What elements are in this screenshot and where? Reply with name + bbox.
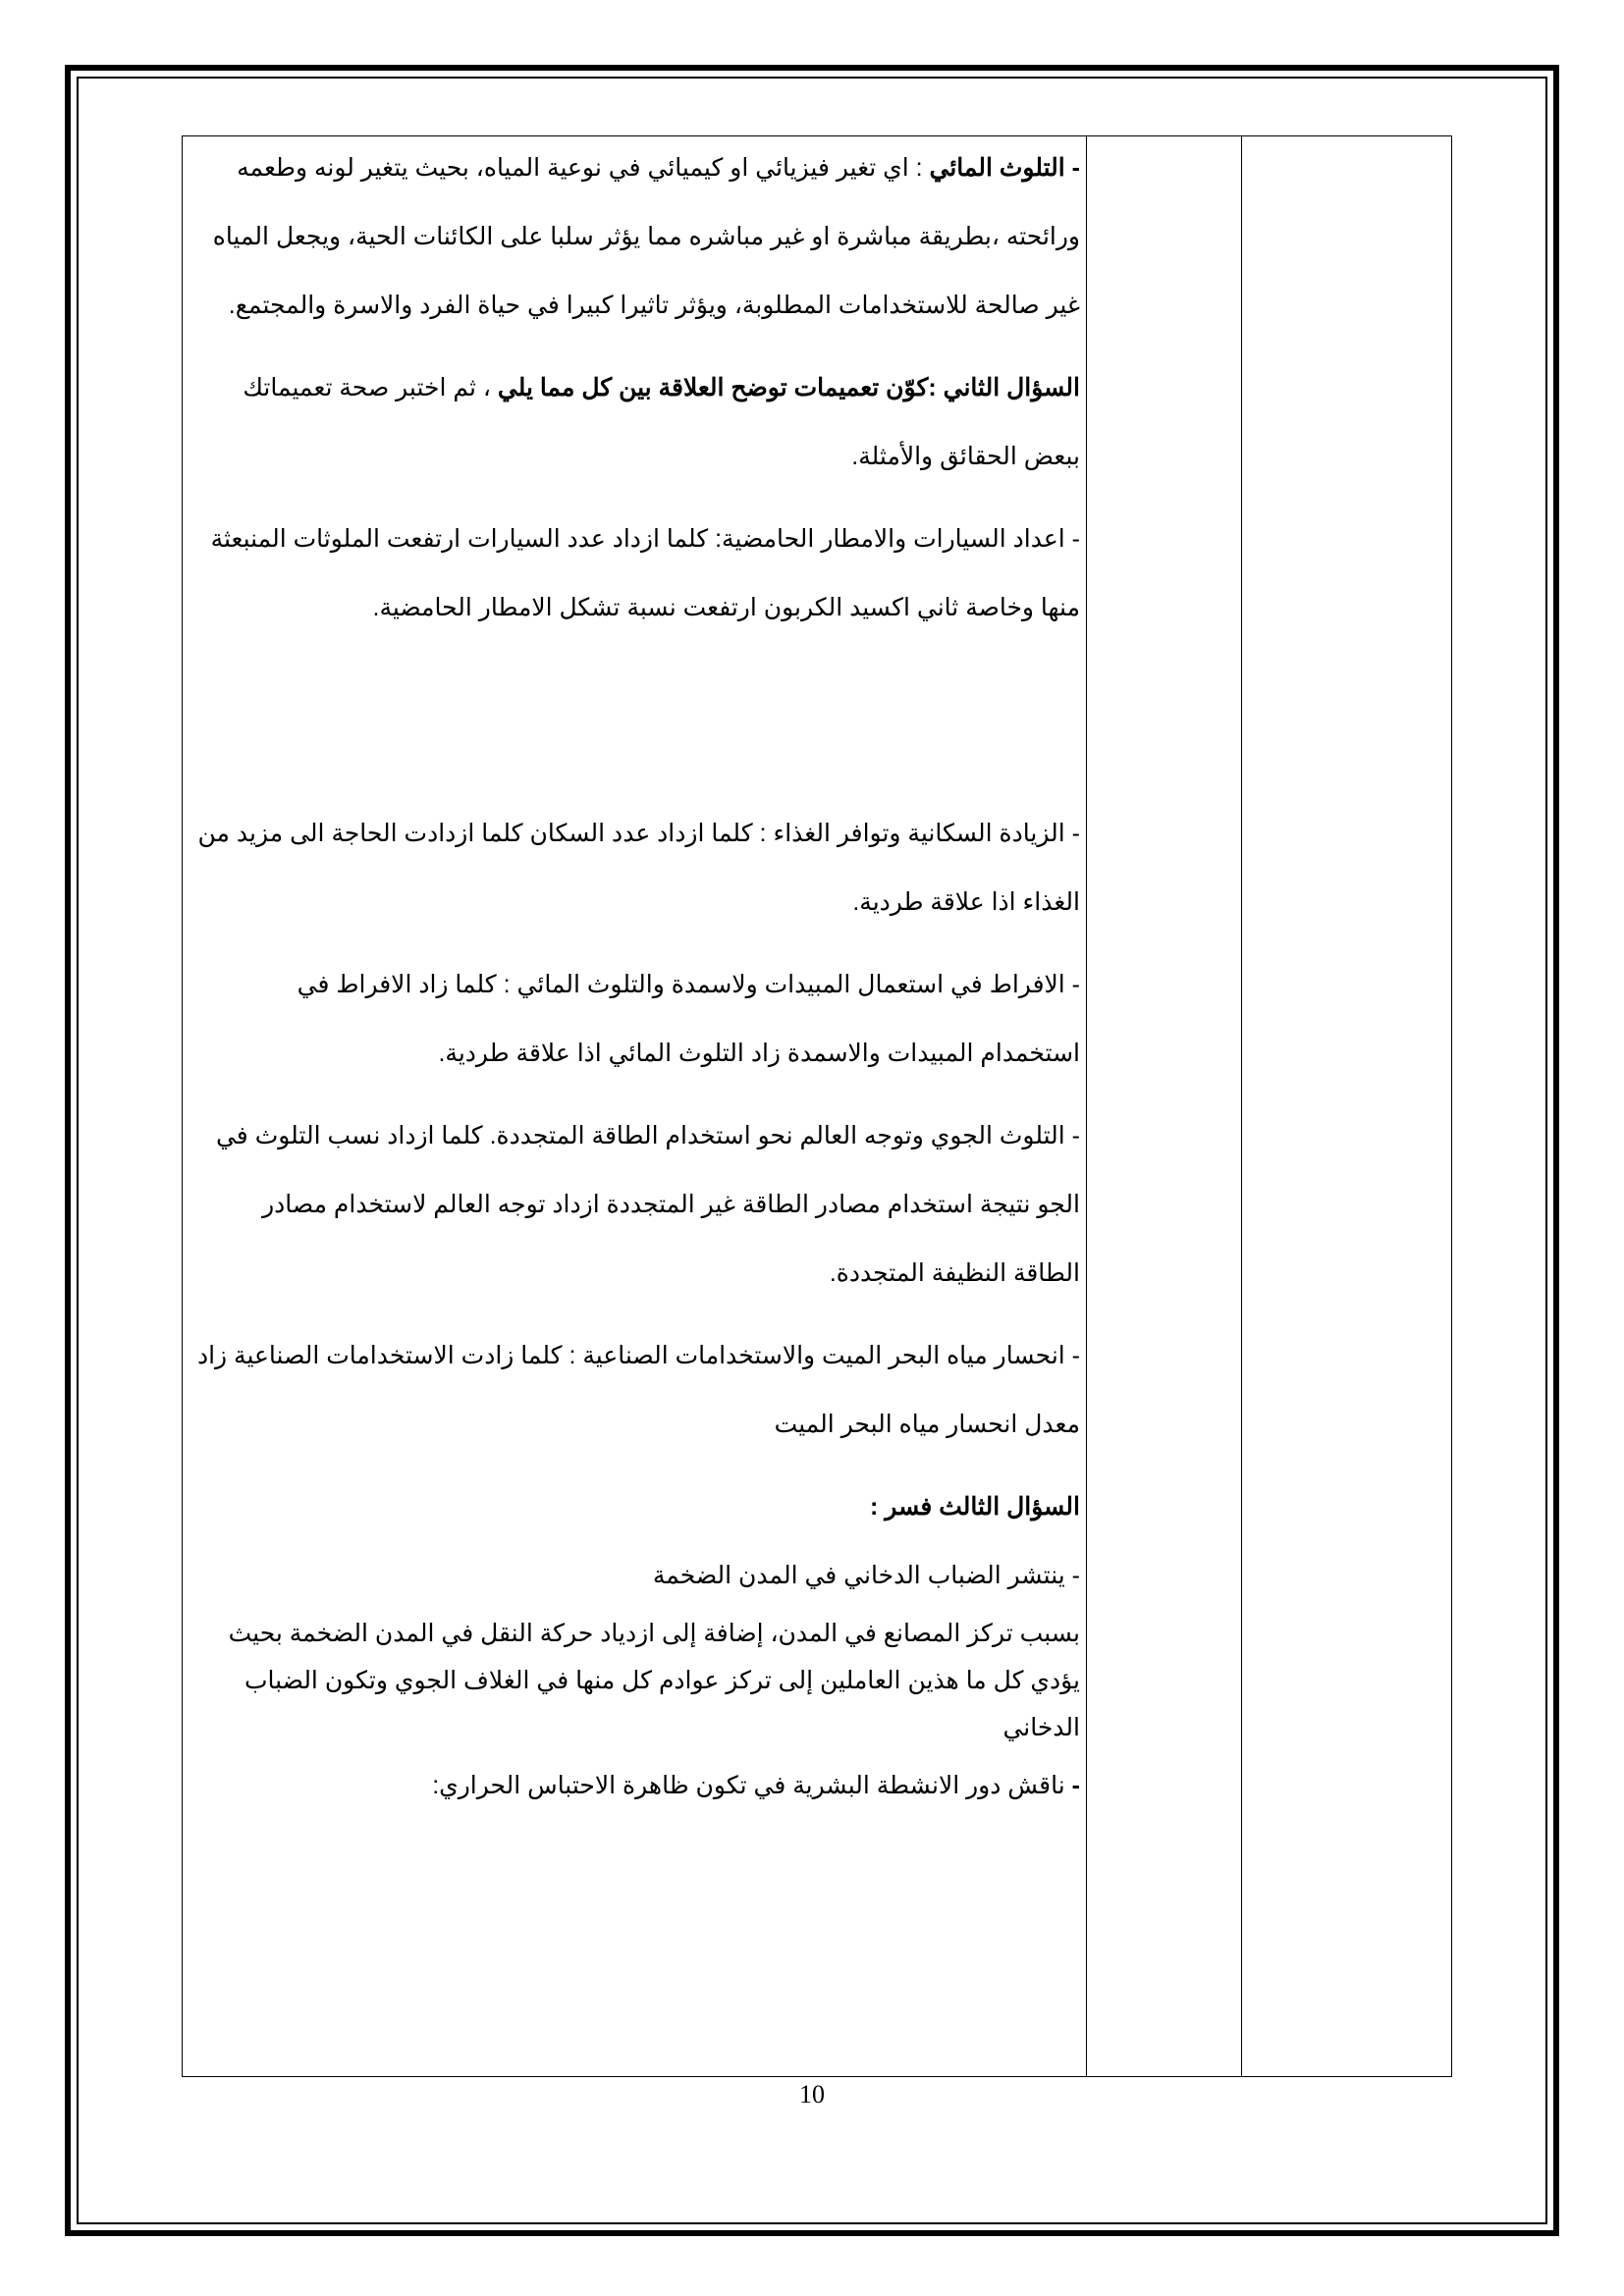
- water-pollution-definition: - التلوث المائي : اي تغير فيزيائي او كيميائي في نوعية المياه، بحيث يتغير لونه وطعمه ورائحته ،بطريقة مباشرة او غير مباشره مما يؤثر سلبا على الكائنات الحية، ويجعل المياه غير صالحة للاستخدامات المطلوبة، ويؤثر تاثيرا كبيرا في حياة الفرد والاسرة والمجتمع.: [212, 154, 1080, 319]
- question-3-item: - ينتشر الضباب الدخاني في المدن الضخمة: [652, 1562, 1080, 1589]
- question-2-title: السؤال الثاني :كوّن تعميمات توضح العلاقة بين كل مما يلي: [497, 374, 1080, 401]
- answer-cars-acid-rain: - اعداد السيارات والامطار الحامضية: كلما ازداد عدد السيارات ارتفعت الملوثات المنبعثة منها وخاصة ثاني اكسيد الكربون ارتفعت نسبة تشكل الامطار الحامضية.: [210, 525, 1080, 621]
- question-3-explanation: بسبب تركز المصانع في المدن، إضافة إلى ازدياد حركة النقل في المدن الضخمة بحيث يؤدي كل ما هذين العاملين إلى تركز عوادم كل منها في الغلاف الجوي وتكون الضباب الدخاني: [228, 1620, 1080, 1741]
- page-number: 10: [799, 2080, 825, 2109]
- water-pollution-text: اي تغير فيزيائي او كيميائي في نوعية المياه، بحيث يتغير لونه وطعمه ورائحته ،بطريقة مباشرة او غير مباشره مما يؤثر سلبا على الكائنات الحية، ويجعل المياه غير صالحة للاستخدامات المطلوبة، ويؤثر تاثيرا كبيرا في حياة الفرد والاسرة والمجتمع.: [212, 154, 1080, 319]
- answer-pesticides-water: - الافراط في استعمال المبيدات ولاسمدة والتلوث المائي : كلما زاد الافراط في استخمدام المبيدات والاسمدة زاد التلوث المائي اذا علاقة طردية.: [297, 971, 1080, 1067]
- answer-air-pollution-energy: - التلوث الجوي وتوجه العالم نحو استخدام الطاقة المتجددة. كلما ازداد نسب التلوث في الجو نتيجة استخدام مصادر الطاقة غير المتجددة ازداد توجه العالم لاستخدام مصادر الطاقة النظيفة المتجددة.: [215, 1122, 1080, 1287]
- table-content-cell: [196, 135, 1080, 1820]
- answer-dead-sea: - انحسار مياه البحر الميت والاستخدامات الصناعية : كلما زادت الاستخدامات الصناعية زاد معدل انحسار مياه البحر الميت: [196, 1342, 1080, 1438]
- question-3-discuss: - ناقش دور الانشطة البشرية في تكون ظاهرة الاحتباس الحراري:: [432, 1772, 1080, 1799]
- answer-population-food: - الزيادة السكانية وتوافر الغذاء : كلما ازداد عدد السكان كلما ازدادت الحاجة الى مزيد من الغذاء اذا علاقة طردية.: [197, 820, 1080, 916]
- water-pollution-term: - التلوث المائي: [929, 154, 1080, 182]
- question-3-title: السؤال الثالث فسر :: [870, 1493, 1080, 1521]
- question-2-tail: ، ثم اختبر صحة تعميماتك ببعض الحقائق والأمثلة.: [243, 374, 1080, 470]
- question-2: [196, 353, 1080, 491]
- table-column-divider: [1086, 136, 1087, 2076]
- table-column-divider: [1241, 136, 1242, 2076]
